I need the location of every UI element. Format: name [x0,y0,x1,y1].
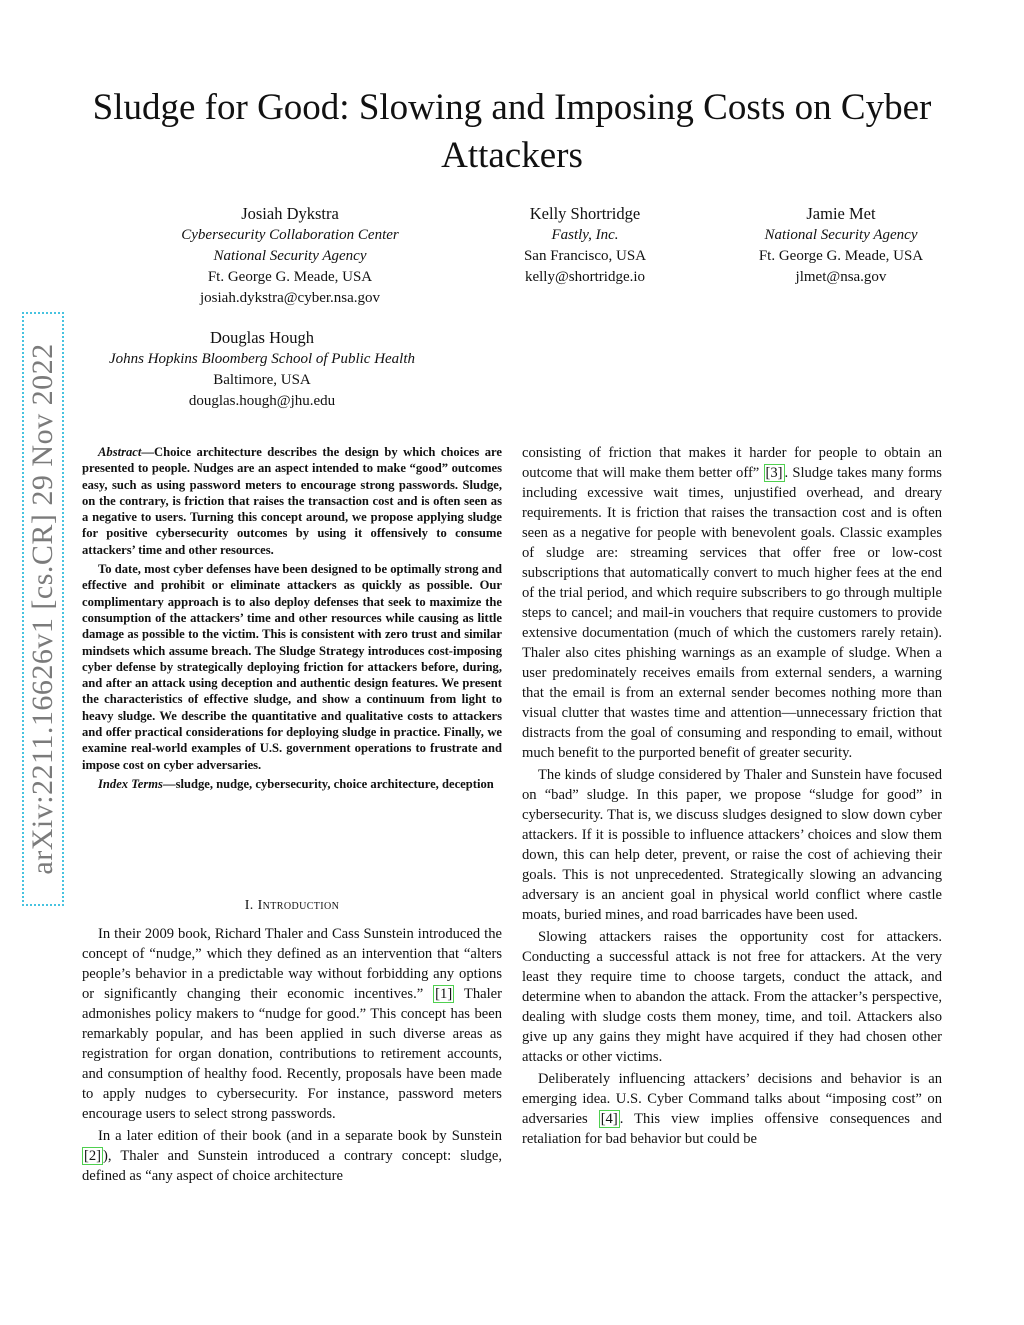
author-block-hough [82,326,442,412]
author-organization: Johns Hopkins Bloomberg School of Public Health [108,351,416,367]
author-email: kelly@shortridge.io [524,269,646,285]
abstract-text-1: —Choice architecture describes the design by which choices are presented to people. Nudges are an aspect intended to make “good” outcomes easy, such as using password meters to encourage strong passwords. Sludge, on the contrary, is friction that raises the transaction cost and is often seen as a negative to users. Turning this concept around, we propose applying sludge for positive cybersecurity outcomes by using it offensively to consume attackers’ time and other resources. [82,445,502,557]
author-location: Baltimore, USA [213,372,311,388]
body-text: . Sludge takes many forms including excessive wait times, unjustified overhead, and dreary requirements. It is friction that raises the transaction cost and is often seen as a negative for people with benevolent goals. Classic examples of sludge are: streaming services that offer free or low-cost subscriptions that automatically convert to much higher fees at the end of the trial period, and which require subscribers to go through multiple steps to cancel; and mail-in vouchers that require customers to provide extensive documentation (much of which the customers rarely retain). Thaler also cites phishing warnings as an example of sludge. When a user predominately receives emails from external senders, a warning that the email is from an external sender becomes nothing more than visual clutter that wastes time and attention—unnecessary friction that distracts from the goal of consuming and responding to email, without much benefit to the purported benefit of greater security. [522,465,942,761]
citation-link[interactable]: [4] [600,1111,618,1127]
body-paragraph [82,924,502,1124]
abstract-label: Abstract [98,445,142,459]
author-organization: Fastly, Inc. [551,227,619,243]
author-name: Kelly Shortridge [529,204,641,223]
author-organization: National Security Agency [213,248,367,264]
author-block-dykstra [150,202,430,309]
author-block-met [730,202,952,288]
author-name: Josiah Dykstra [241,204,339,223]
citation-link[interactable]: [2] [84,1148,102,1164]
author-location: Ft. George G. Meade, USA [207,269,373,285]
body-paragraph [82,1126,502,1186]
author-location: Ft. George G. Meade, USA [758,248,924,264]
left-column-body [82,924,502,1188]
author-affiliation: Cybersecurity Collaboration Center [181,227,399,243]
body-paragraph: The kinds of sludge considered by Thaler and Sunstein have focused on “bad” sludge. In this paper, we propose “sludge for good” in cybersecurity. That is, we discuss sludges designed to slow down cyber attackers. If it is possible to influence attackers’ choices and slow them down, this can help deter, prevent, or raise the cost of achieving their goals. This is not unprecedented. Strategically slowing an advancing adversary is an ancient goal in physical world conflict where castle moats, buried mines, and road barricades have been used. [522,767,942,923]
author-block-shortridge [475,202,695,288]
index-terms-text: —sludge, nudge, cybersecurity, choice architecture, deception [162,776,494,791]
section-first-letter: I [257,898,263,913]
body-text: In their 2009 book, Richard Thaler and Cass Sunstein introduced the concept of “nudge,” which they defined as an intervention that “alters people’s behavior in a predictable way without forbidding any options or significantly changing their economic incentives.” [82,926,502,1002]
author-location: San Francisco, USA [523,248,647,264]
section-title-rest: ntroduction [262,898,340,913]
author-organization: National Security Agency [764,227,918,243]
body-text: ), Thaler and Sunstein introduced a contrary concept: sludge, defined as “any aspect of choice architecture [82,1148,502,1184]
body-text: In a later edition of their book (and in a separate book by Sunstein [98,1128,502,1144]
body-text: . This view implies offensive consequences and retaliation for bad behavior but could be [522,1111,942,1147]
paper-title: Sludge for Good: Slowing and Imposing Costs on Cyber Attackers [92,87,932,176]
author-email: josiah.dykstra@cyber.nsa.gov [199,290,381,306]
index-terms-label: Index Terms [98,776,163,791]
right-column-body [522,443,942,1151]
author-email: jlmet@nsa.gov [795,269,887,285]
body-paragraph: Slowing attackers raises the opportunity cost for attackers. Conducting a successful attack is not free for attackers. At the very least they require time to choose targets, conduct the attack, and determine when to abandon the attack. From the attacker’s perspective, dealing with sludge costs them money, time, and toil. Attackers also give up any gains they might have acquired if they had chosen other attacks or other victims. [522,929,942,1065]
author-name: Douglas Hough [209,328,315,347]
body-paragraph [522,443,942,763]
citation-link[interactable]: [3] [765,465,783,481]
abstract [82,444,502,795]
section-numeral: I. [244,898,258,913]
author-name: Jamie Met [806,204,876,223]
body-text: Deliberately influencing attackers’ decisions and behavior is an emerging idea. U.S. Cyber Command talks about “imposing cost” on adversaries [522,1071,942,1127]
citation-link[interactable]: [1] [435,986,453,1002]
section-heading-introduction [82,898,502,914]
body-text: consisting of friction that makes it harder for people to obtain an outcome that will make them better off” [522,445,942,481]
author-email: douglas.hough@jhu.edu [188,393,336,409]
index-terms [82,776,502,792]
arxiv-identifier: arXiv:2211.16626v1 [cs.CR] 29 Nov 2022 [26,343,59,875]
body-paragraph [522,1069,942,1149]
abstract-paragraph-2: To date, most cyber defenses have been designed to be optimally strong and effective and prohibit or eliminate attackers as quickly as possible. Our complimentary approach is to also deploy defenses that seek to maximize the consumption of the attackers’ time and other resources while causing as little damage as possible to the victim. This is consistent with zero trust and similar mindsets which assume breach. The Sludge Strategy introduces cost-imposing cyber defense by strategically deploying friction for attackers before, during, and after an attack using deception and authentic design features. We present the characteristics of effective sludge, and show a continuum from light to heavy sludge. We describe the quantitative and qualitative costs to attackers and offer practical considerations for deploying sludge in practice. Finally, we examine real-world examples of U.S. government operations to frustrate and impose cost on cyber adversaries. [82,562,502,772]
body-text: Thaler admonishes policy makers to “nudge for good.” This concept has been remarkably popular, and has been applied in such diverse areas as registration for organ donation, contributions to retirement accounts, and consumption of healthy food. Recently, proposals have been made to apply nudges to cybersecurity. For instance, password meters encourage users to select strong passwords. [82,986,502,1122]
abstract-paragraph-1 [82,444,502,558]
